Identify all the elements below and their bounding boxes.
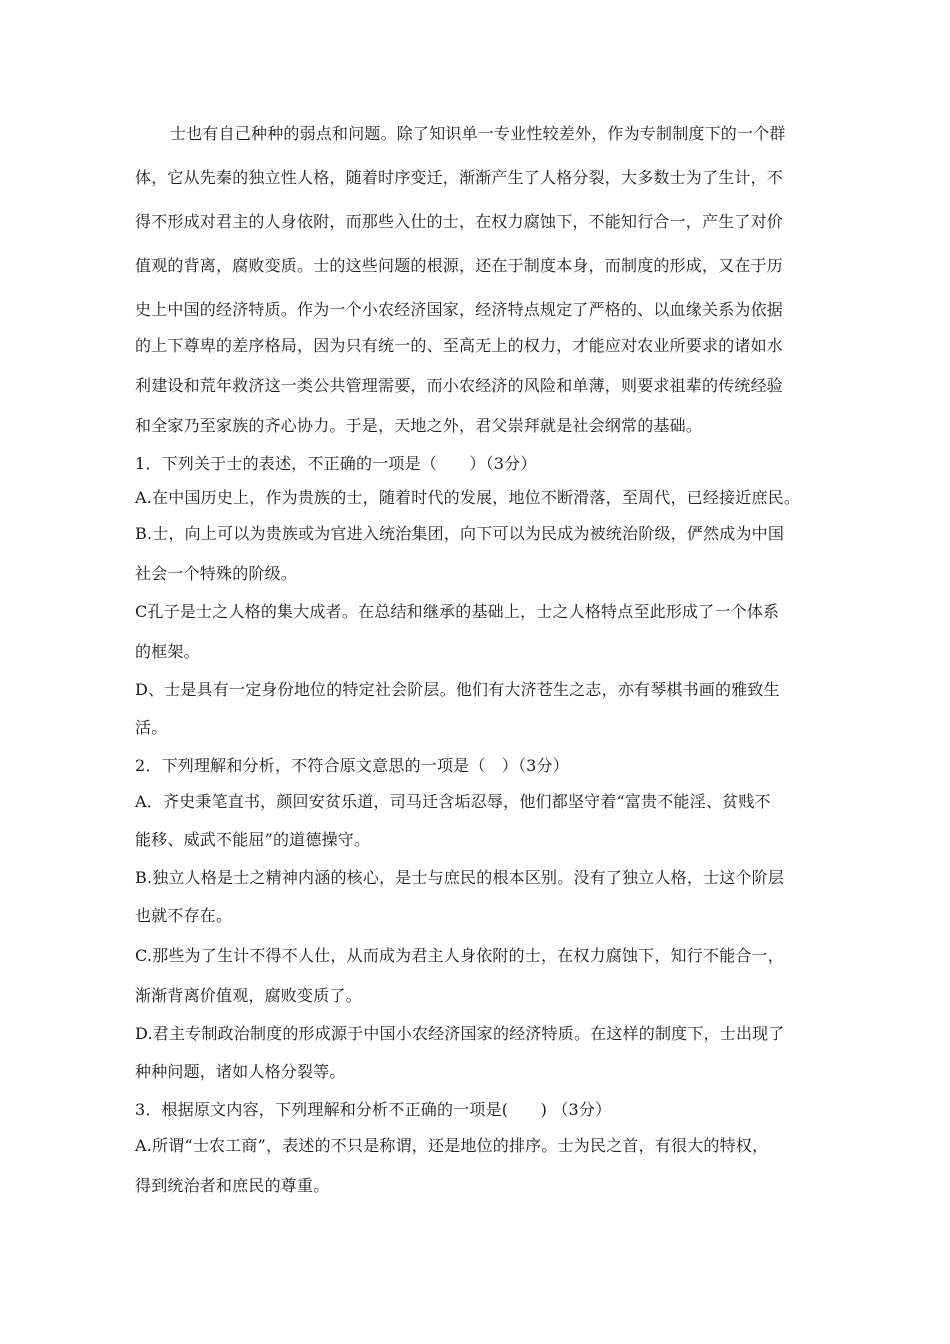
option-d-continued: 种种问题，诸如人格分裂等。 xyxy=(135,1062,346,1081)
passage-line: 士也有自己种种的弱点和问题。除了知识单一专业性较差外，作为专制制度下的一个群 xyxy=(170,124,786,143)
passage-line: 利建设和荒年救济这一类公共管理需要，而小农经济的风险和单薄，则要求祖辈的传统经验 xyxy=(135,376,784,395)
passage-line: 体，它从先秦的独立性人格，随着时序变迁，渐渐产生了人格分裂，大多数士为了生计，不 xyxy=(135,168,784,187)
option-c-continued: 渐渐背离价值观，腐败变质了。 xyxy=(135,986,362,1005)
question-stem: 1．下列关于士的表述，不正确的一项是（ ）（3分） xyxy=(135,454,537,473)
option-c-continued: 的框架。 xyxy=(135,642,200,661)
option-d: D.君主专制政治制度的形成源于中国小农经济国家的经济特质。在这样的制度下，士出现了 xyxy=(135,1024,785,1043)
option-a: A．齐史秉笔直书，颜回安贫乐道，司马迁含垢忍辱，他们都坚守着“富贵不能淫、贫贱不 xyxy=(135,792,771,811)
option-a-continued: 得到统治者和庶民的尊重。 xyxy=(135,1176,330,1195)
passage-line: 和全家乃至家族的齐心协力。于是，天地之外，君父崇拜就是社会纲常的基础。 xyxy=(135,416,703,435)
passage-line: 值观的背离，腐败变质。士的这些问题的根源，还在于制度本身，而制度的形成，又在于历 xyxy=(135,256,784,275)
passage-line: 的上下尊卑的差序格局，因为只有统一的、至高无上的权力，才能应对农业所要求的诸如水 xyxy=(135,336,784,355)
option-a-continued: 能移、威武不能屈”的道德操守。 xyxy=(135,830,371,849)
option-b-continued: 社会一个特殊的阶级。 xyxy=(135,564,298,583)
option-d: D、士是具有一定身份地位的特定社会阶层。他们有大济苍生之志，亦有琴棋书画的雅致生 xyxy=(135,680,780,699)
option-c: C.那些为了生计不得不人仕，从而成为君主人身依附的士，在权力腐蚀下，知行不能合一， xyxy=(135,946,784,965)
passage-line: 得不形成对君主的人身依附，而那些入仕的士，在权力腐蚀下，不能知行合一，产生了对价 xyxy=(135,212,784,231)
option-d-continued: 活。 xyxy=(135,718,168,737)
option-a: A.在中国历史上，作为贵族的士，随着时代的发展，地位不断滑落，至周代，已经接近庶民。 xyxy=(135,488,801,507)
option-c: C孔子是士之人格的集大成者。在总结和继承的基础上，士之人格特点至此形成了一个体系 xyxy=(135,602,780,621)
option-a: A.所谓“士农工商”，表述的不只是称谓，还是地位的排序。士为民之首，有很大的特权， xyxy=(135,1136,769,1155)
option-b: B.士，向上可以为贵族或为官进入统治集团，向下可以为民成为被统治阶级，俨然成为中国 xyxy=(135,524,785,543)
option-b-continued: 也就不存在。 xyxy=(135,906,233,925)
question-stem: 2．下列理解和分析，不符合原文意思的一项是（ ）（3分） xyxy=(135,756,569,775)
option-b: B.独立人格是士之精神内涵的核心，是士与庶民的根本区别。没有了独立人格，士这个阶层 xyxy=(135,868,785,887)
passage-line: 史上中国的经济特质。作为一个小农经济国家，经济特点规定了严格的、以血缘关系为依据 xyxy=(135,300,784,319)
question-stem: 3．根据原文内容，下列理解和分析不正确的一项是( ) （3分） xyxy=(135,1100,612,1119)
